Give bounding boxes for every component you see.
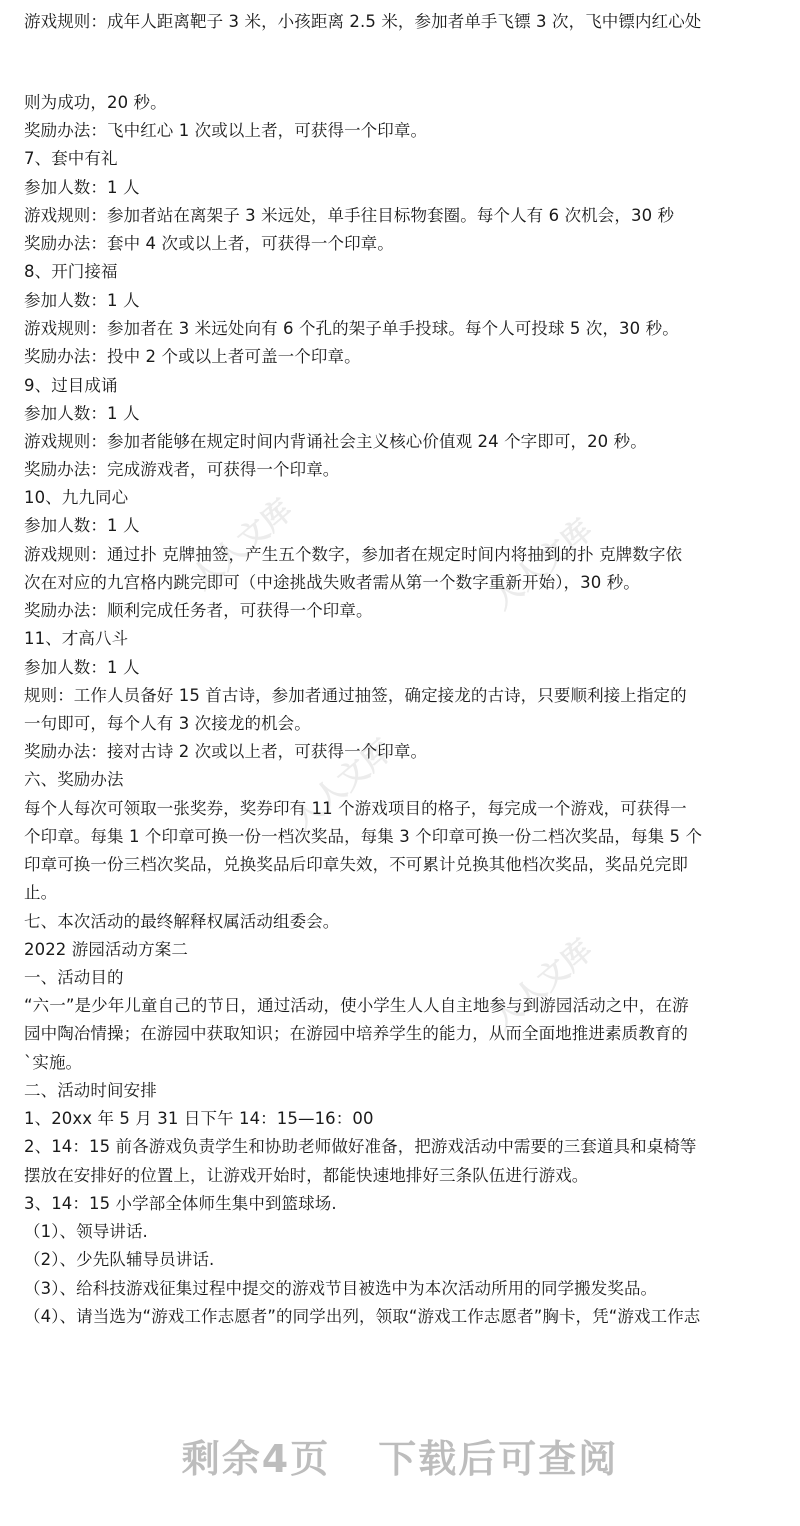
watermark: 人人文库 — [485, 932, 600, 1037]
text-line: 参加人数：1 人 — [24, 658, 140, 677]
section-heading: 7、套中有礼 — [24, 149, 118, 168]
section-heading: 六、奖励办法 — [24, 770, 124, 789]
text-line: （4）、请当选为“游戏工作志愿者”的同学出列，领取“游戏工作志愿者”胸卡，凭“游戏工作志 — [24, 1307, 701, 1326]
text-line: 印章可换一份三档次奖品，兑换奖品后印章失效，不可累计兑换其他档次奖品，奖品兑完即 — [24, 855, 688, 874]
text-line: 参加人数：1 人 — [24, 516, 140, 535]
section-heading: 8、开门接福 — [24, 262, 118, 281]
text-line: 规则：工作人员备好 15 首古诗，参加者通过抽签，确定接龙的古诗，只要顺利接上指定的 — [24, 686, 687, 705]
text-line: 1、20xx 年 5 月 31 日下午 14：15—16：00 — [24, 1109, 374, 1128]
watermark: 人人文库 — [185, 492, 300, 597]
text-line: 奖励办法：接对古诗 2 次或以上者，可获得一个印章。 — [24, 742, 428, 761]
remaining-pages-label[interactable]: 剩余4页 — [181, 1436, 331, 1481]
text-line: 一句即可，每个人有 3 次接龙的机会。 — [24, 714, 311, 733]
section-heading: 11、才高八斗 — [24, 629, 129, 648]
text-line: 游戏规则：参加者站在离架子 3 米远处，单手往目标物套圈。每个人有 6 次机会，30 秒 — [24, 206, 675, 225]
text-line: 奖励办法：完成游戏者，可获得一个印章。 — [24, 460, 340, 479]
text-line: 奖励办法：套中 4 次或以上者，可获得一个印章。 — [24, 234, 394, 253]
text-line: 摆放在安排好的位置上，让游戏开始时，都能快速地排好三条队伍进行游戏。 — [24, 1166, 589, 1185]
text-line: 奖励办法：顺利完成任务者，可获得一个印章。 — [24, 601, 373, 620]
text-line: 次在对应的九宫格内跳完即可（中途挑战失败者需从第一个数字重新开始），30 秒。 — [24, 573, 640, 592]
text-line: 参加人数：1 人 — [24, 404, 140, 423]
text-line: 游戏规则：成年人距离靶子 3 米，小孩距离 2.5 米，参加者单手飞镖 3 次，飞中镖内红心处 — [24, 12, 702, 31]
download-prompt — [0, 1420, 800, 1490]
text-line: （3）、给科技游戏征集过程中提交的游戏节目被选中为本次活动所用的同学搬发奖品。 — [24, 1279, 658, 1298]
text-line: 游戏规则：参加者在 3 米远处向有 6 个孔的架子单手投球。每个人可投球 5 次，30 秒。 — [24, 319, 679, 338]
text-line: 游戏规则：参加者能够在规定时间内背诵社会主义核心价值观 24 个字即可，20 秒。 — [24, 432, 647, 451]
text-line: 止。 — [24, 883, 58, 902]
text-line: “六一”是少年儿童自己的节日，通过活动，使小学生人人自主地参与到游园活动之中，在游 — [24, 996, 689, 1015]
watermark: 人人文库 — [485, 512, 600, 617]
section-heading: 二、活动时间安排 — [24, 1081, 157, 1100]
text-line: 奖励办法：飞中红心 1 次或以上者，可获得一个印章。 — [24, 121, 428, 140]
text-line: 则为成功，20 秒。 — [24, 93, 167, 112]
download-to-read-label[interactable]: 下载后可查阅 — [378, 1436, 619, 1481]
text-line: 参加人数：1 人 — [24, 178, 140, 197]
text-line: 3、14：15 小学部全体师生集中到篮球场. — [24, 1194, 337, 1213]
text-line: 每个人每次可领取一张奖券，奖券印有 11 个游戏项目的格子，每完成一个游戏，可获得一 — [24, 799, 687, 818]
text-line: 游戏规则：通过扑 克牌抽签，产生五个数字，参加者在规定时间内将抽到的扑 克牌数字依 — [24, 545, 683, 564]
watermark: 人人文库 — [285, 732, 400, 837]
section-heading: 10、九九同心 — [24, 488, 129, 507]
text-line: 园中陶冶情操；在游园中获取知识；在游园中培养学生的能力，从而全面地推进素质教育的 — [24, 1024, 688, 1043]
text-line: 2、14：15 前各游戏负责学生和协助老师做好准备，把游戏活动中需要的三套道具和桌椅等 — [24, 1137, 697, 1156]
section-heading: 9、过目成诵 — [24, 376, 118, 395]
text-line: （2）、少先队辅导员讲话. — [24, 1250, 215, 1269]
document-title: 2022 游园活动方案二 — [24, 940, 188, 959]
text-line: 参加人数：1 人 — [24, 291, 140, 310]
text-line: 奖励办法：投中 2 个或以上者可盖一个印章。 — [24, 347, 361, 366]
section-heading: 七、本次活动的最终解释权属活动组委会。 — [24, 912, 340, 931]
text-line: 个印章。每集 1 个印章可换一份一档次奖品，每集 3 个印章可换一份二档次奖品，每集 5 个 — [24, 827, 703, 846]
section-heading: 一、活动目的 — [24, 968, 124, 987]
text-line: （1）、领导讲话. — [24, 1222, 148, 1241]
text-line: `实施。 — [24, 1053, 83, 1072]
